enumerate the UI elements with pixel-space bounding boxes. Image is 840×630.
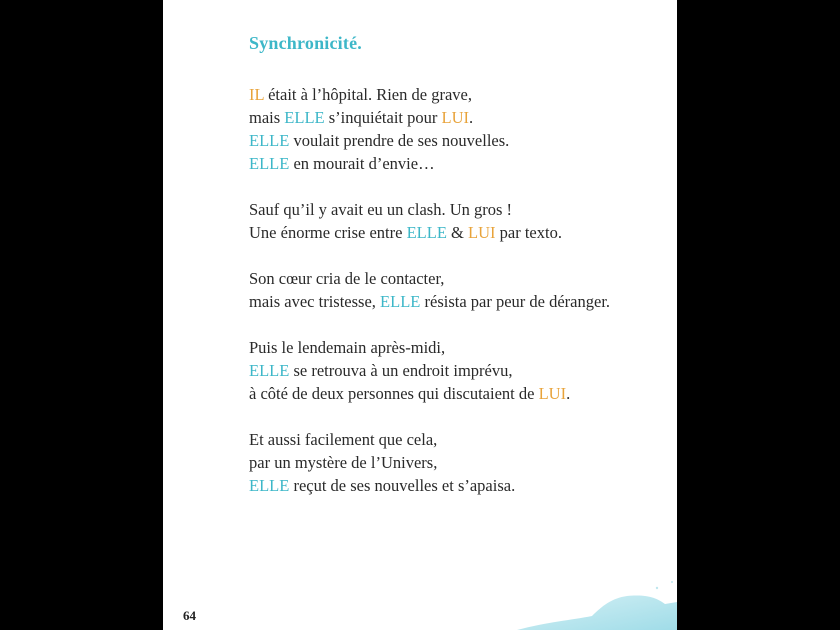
- line-text: .: [468, 108, 474, 127]
- poem-line: [249, 290, 610, 313]
- poem-line: [249, 106, 610, 129]
- line-text: Son cœur cria de le contacter,: [249, 269, 445, 288]
- lui-name: LUI: [538, 384, 567, 403]
- elle-name: ELLE: [249, 131, 290, 150]
- elle-name: ELLE: [249, 476, 290, 495]
- line-text: Et aussi facilement que cela,: [249, 430, 438, 449]
- poem-line: [249, 267, 610, 290]
- book-page: [163, 0, 677, 630]
- poem-body: [249, 83, 610, 497]
- line-text: Puis le lendemain après-midi,: [249, 338, 446, 357]
- stanza-gap: [249, 175, 610, 198]
- poem-title: Synchronicité.: [249, 33, 362, 53]
- line-text: mais: [249, 108, 285, 127]
- line-text: par un mystère de l’Univers,: [249, 453, 438, 472]
- poem-line: [249, 83, 610, 106]
- line-text: Une énorme crise entre: [249, 223, 407, 242]
- line-text: s’inquiétait pour: [324, 108, 442, 127]
- elle-name: ELLE: [249, 154, 290, 173]
- poem-line: [249, 428, 610, 451]
- elle-name: ELLE: [380, 292, 421, 311]
- stanza-gap: [249, 244, 610, 267]
- poem-line: [249, 359, 610, 382]
- line-text: .: [566, 384, 571, 403]
- poem-line: [249, 221, 610, 244]
- line-text: résista par peur de déranger.: [420, 292, 611, 311]
- line-text: à côté de deux personnes qui discutaient de: [249, 384, 539, 403]
- poem-line: [249, 336, 610, 359]
- poem-line: [249, 474, 610, 497]
- poem-line: [249, 129, 610, 152]
- lui-name: LUI: [441, 108, 469, 127]
- lui-name: IL: [249, 85, 264, 104]
- line-text: par texto.: [495, 223, 562, 242]
- line-text: se retrouva à un endroit imprévu,: [289, 361, 513, 380]
- poem-line: [249, 198, 610, 221]
- line-text: mais avec tristesse,: [249, 292, 381, 311]
- elle-name: ELLE: [249, 361, 290, 380]
- poem-line: [249, 451, 610, 474]
- poem-line: [249, 152, 610, 175]
- line-text: reçut de ses nouvelles et s’apaisa.: [289, 476, 516, 495]
- watercolor-decoration: [517, 580, 677, 630]
- line-text: Sauf qu’il y avait eu un clash. Un gros !: [249, 200, 513, 219]
- elle-name: ELLE: [406, 223, 447, 242]
- line-text: &: [446, 223, 469, 242]
- page-number: 64: [183, 608, 196, 623]
- stanza-gap: [249, 313, 610, 336]
- elle-name: ELLE: [284, 108, 325, 127]
- lui-name: LUI: [468, 223, 496, 242]
- stanza-gap: [249, 405, 610, 428]
- line-text: voulait prendre de ses nouvelles.: [289, 131, 510, 150]
- line-text: en mourait d’envie…: [289, 154, 435, 173]
- poem-line: [249, 382, 610, 405]
- line-text: était à l’hôpital. Rien de grave,: [263, 85, 472, 104]
